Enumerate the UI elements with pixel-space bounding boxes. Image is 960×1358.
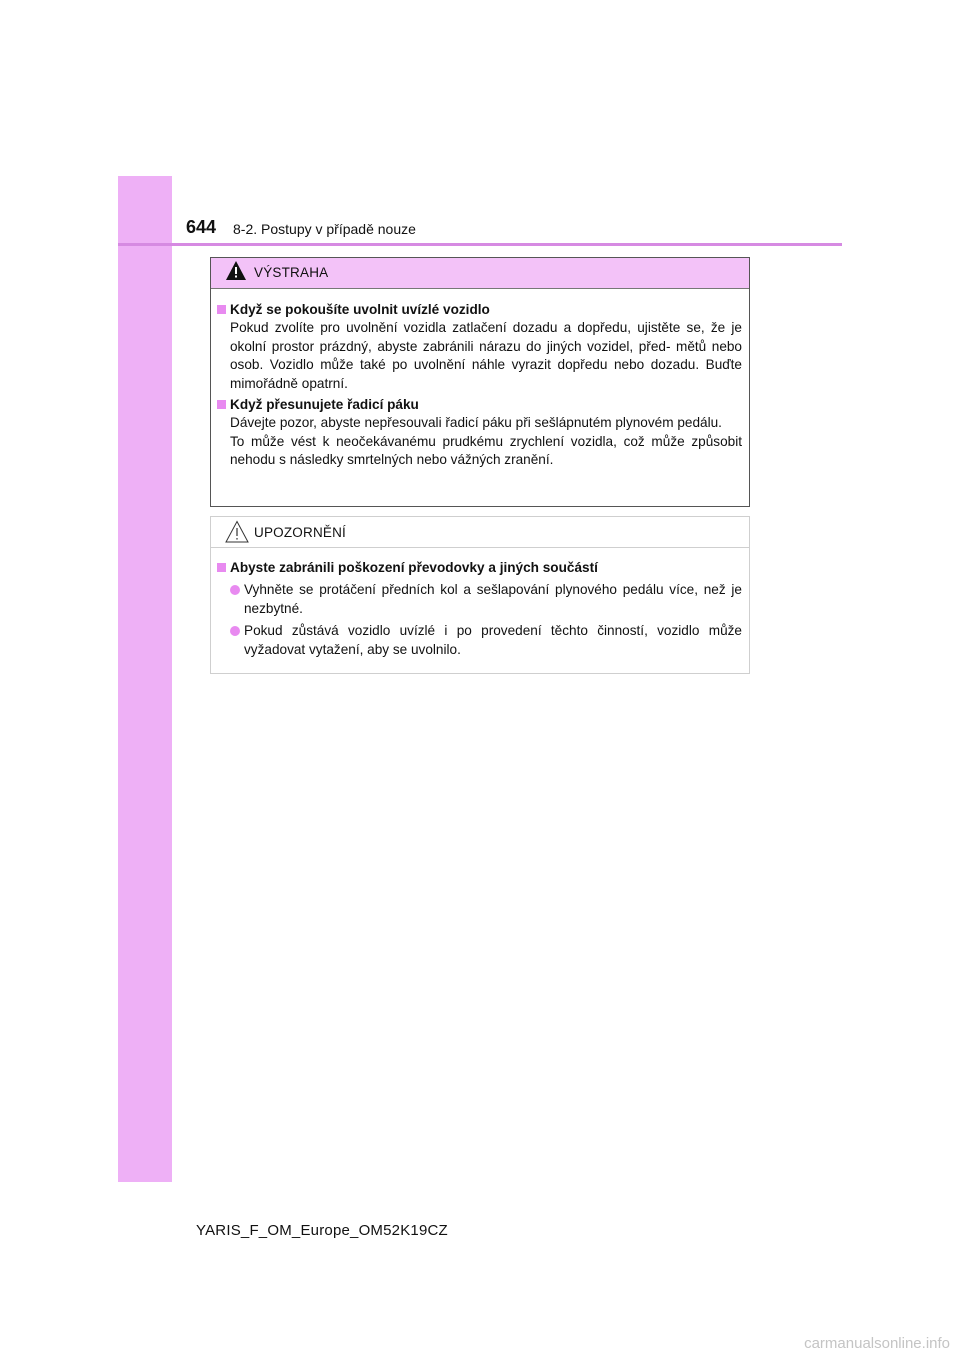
- square-bullet-icon: [217, 305, 226, 314]
- warning-title: VÝSTRAHA: [254, 265, 329, 280]
- caution-title: UPOZORNĚNÍ: [254, 525, 347, 540]
- warning-item-heading: Když se pokoušíte uvolnit uvízlé vozidlo: [230, 302, 490, 317]
- warning-box-header: [211, 258, 749, 289]
- caution-box: [210, 516, 750, 674]
- manual-code: YARIS_F_OM_Europe_OM52K19CZ: [196, 1222, 448, 1239]
- header-rule: [118, 243, 842, 246]
- warning-item-text: Dávejte pozor, abyste nepřesouvali řadicí páku při sešlápnutém plynovém pedálu.: [230, 415, 722, 431]
- watermark[interactable]: carmanualsonline.info: [804, 1335, 950, 1352]
- list-item: Pokud zůstává vozidlo uvízlé i po provedení těchto činností, vozidlo může vyžadovat vytažení, aby se uvolnilo.: [230, 622, 742, 659]
- warning-item-text: Pokud zvolíte pro uvolnění vozidla zatlačení dozadu a dopředu, ujistěte se, že je okolní prostor prázdný, abyste zabránili nárazu do jiných vozidel, před- mětů nebo osob. Vozidlo může také po uvolnění náhle vyrazit dopředu nebo dozadu. Buďte mimořádně opatrní.: [230, 320, 742, 391]
- caution-heading: Abyste zabránili poškození převodovky a jiných součástí: [230, 560, 598, 575]
- section-title: 8-2. Postupy v případě nouze: [233, 221, 416, 237]
- round-bullet-icon: [230, 626, 240, 636]
- warning-box: [210, 257, 750, 507]
- round-bullet-icon: [230, 585, 240, 595]
- caution-box-header: [211, 517, 749, 548]
- list-item: Vyhněte se protáčení předních kol a sešlapování plynového pedálu více, než je nezbytné.: [230, 581, 742, 618]
- chapter-sidebar-tab: [118, 176, 172, 1182]
- square-bullet-icon: [217, 400, 226, 409]
- warning-item: [217, 396, 742, 470]
- warning-item-heading: Když přesunujete řadicí páku: [230, 397, 419, 413]
- warning-body: [211, 289, 749, 470]
- caution-triangle-icon: [225, 520, 249, 549]
- warning-triangle-icon: [225, 260, 247, 287]
- page-number: 644: [186, 217, 217, 237]
- warning-item-text: To může vést k neočekávanému prudkému zrychlení vozidla, což může způsobit nehodu s následky smrtelných nebo vážných zranění.: [230, 433, 742, 468]
- square-bullet-icon: [217, 563, 226, 572]
- caution-body: [211, 548, 749, 659]
- warning-item: [217, 301, 742, 393]
